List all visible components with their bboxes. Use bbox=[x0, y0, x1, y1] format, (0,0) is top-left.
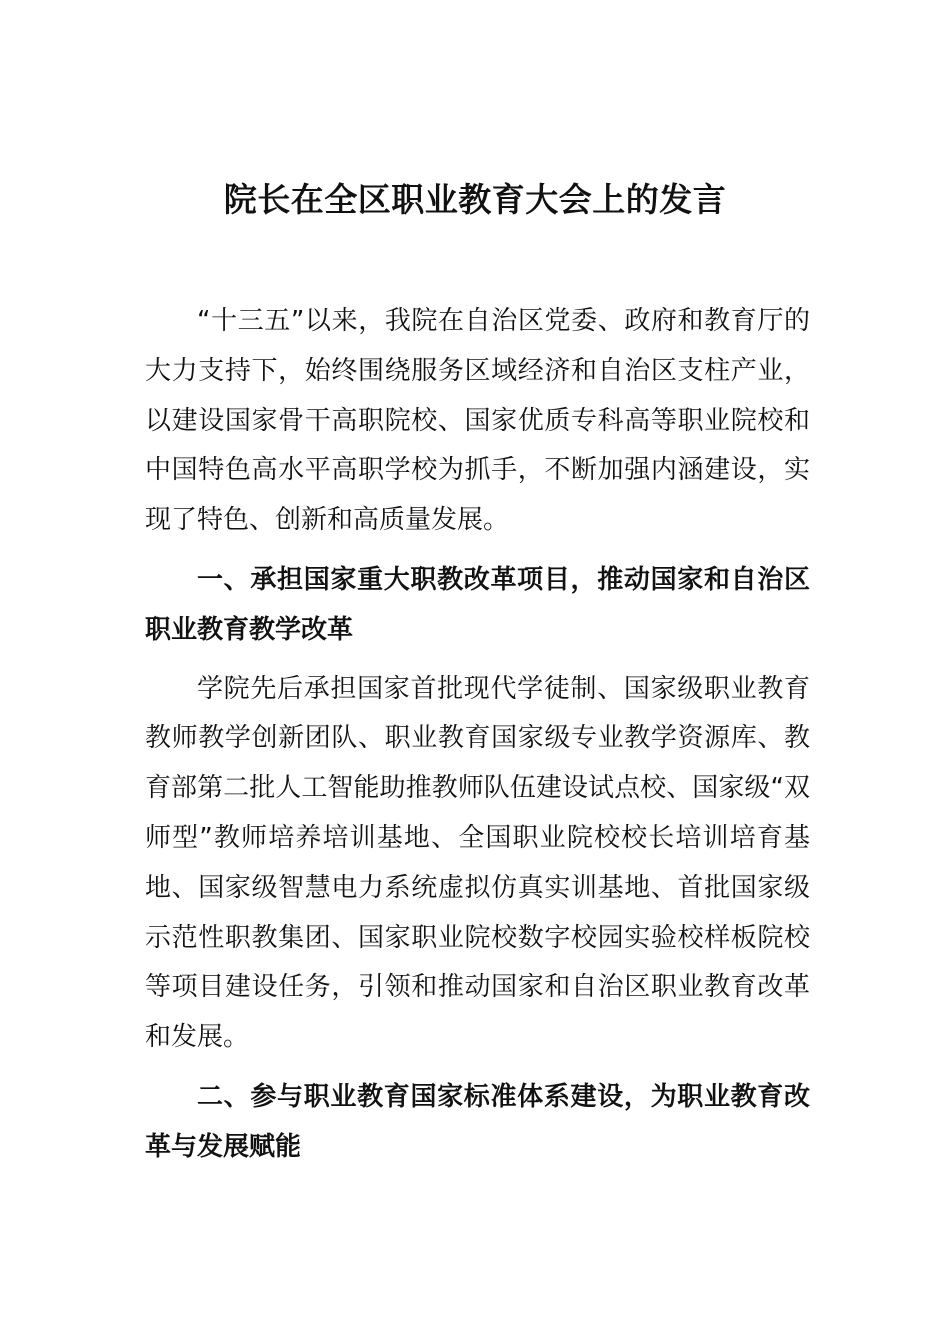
document-title: 院长在全区职业教育大会上的发言 bbox=[223, 180, 727, 220]
intro-paragraph: “十三五”以来，我院在自治区党委、政府和教育厅的大力支持下，始终围绕服务区域经济和自治区支柱产业，以建设国家骨干高职院校、国家优质专科高等职业院校和中国特色高水平高职学校为抓手，不断加强内涵建设，实现了特色、创新和高质量发展。 bbox=[145, 306, 810, 536]
section-body-1: 学院先后承担国家首批现代学徒制、国家级职业教育教师教学创新团队、职业教育国家级专业教学资源库、教育部第二批人工智能助推教师队伍建设试点校、国家级“双师型”教师培养培训基地、全国职业院校校长培训培育基地、国家级智慧电力系统虚拟仿真实训基地、首批国家级示范性职教集团、国家职业院校数字校园实验校样板院校等项目建设任务，引领和推动国家和自治区职业教育改革和发展。 bbox=[145, 673, 810, 1053]
section-heading-2: 二、参与职业教育国家标准体系建设，为职业教育改革与发展赋能 bbox=[145, 1081, 810, 1162]
document-body bbox=[145, 297, 810, 1173]
section-heading-1: 一、承担国家重大职教改革项目，推动国家和自治区职业教育教学改革 bbox=[145, 564, 810, 645]
